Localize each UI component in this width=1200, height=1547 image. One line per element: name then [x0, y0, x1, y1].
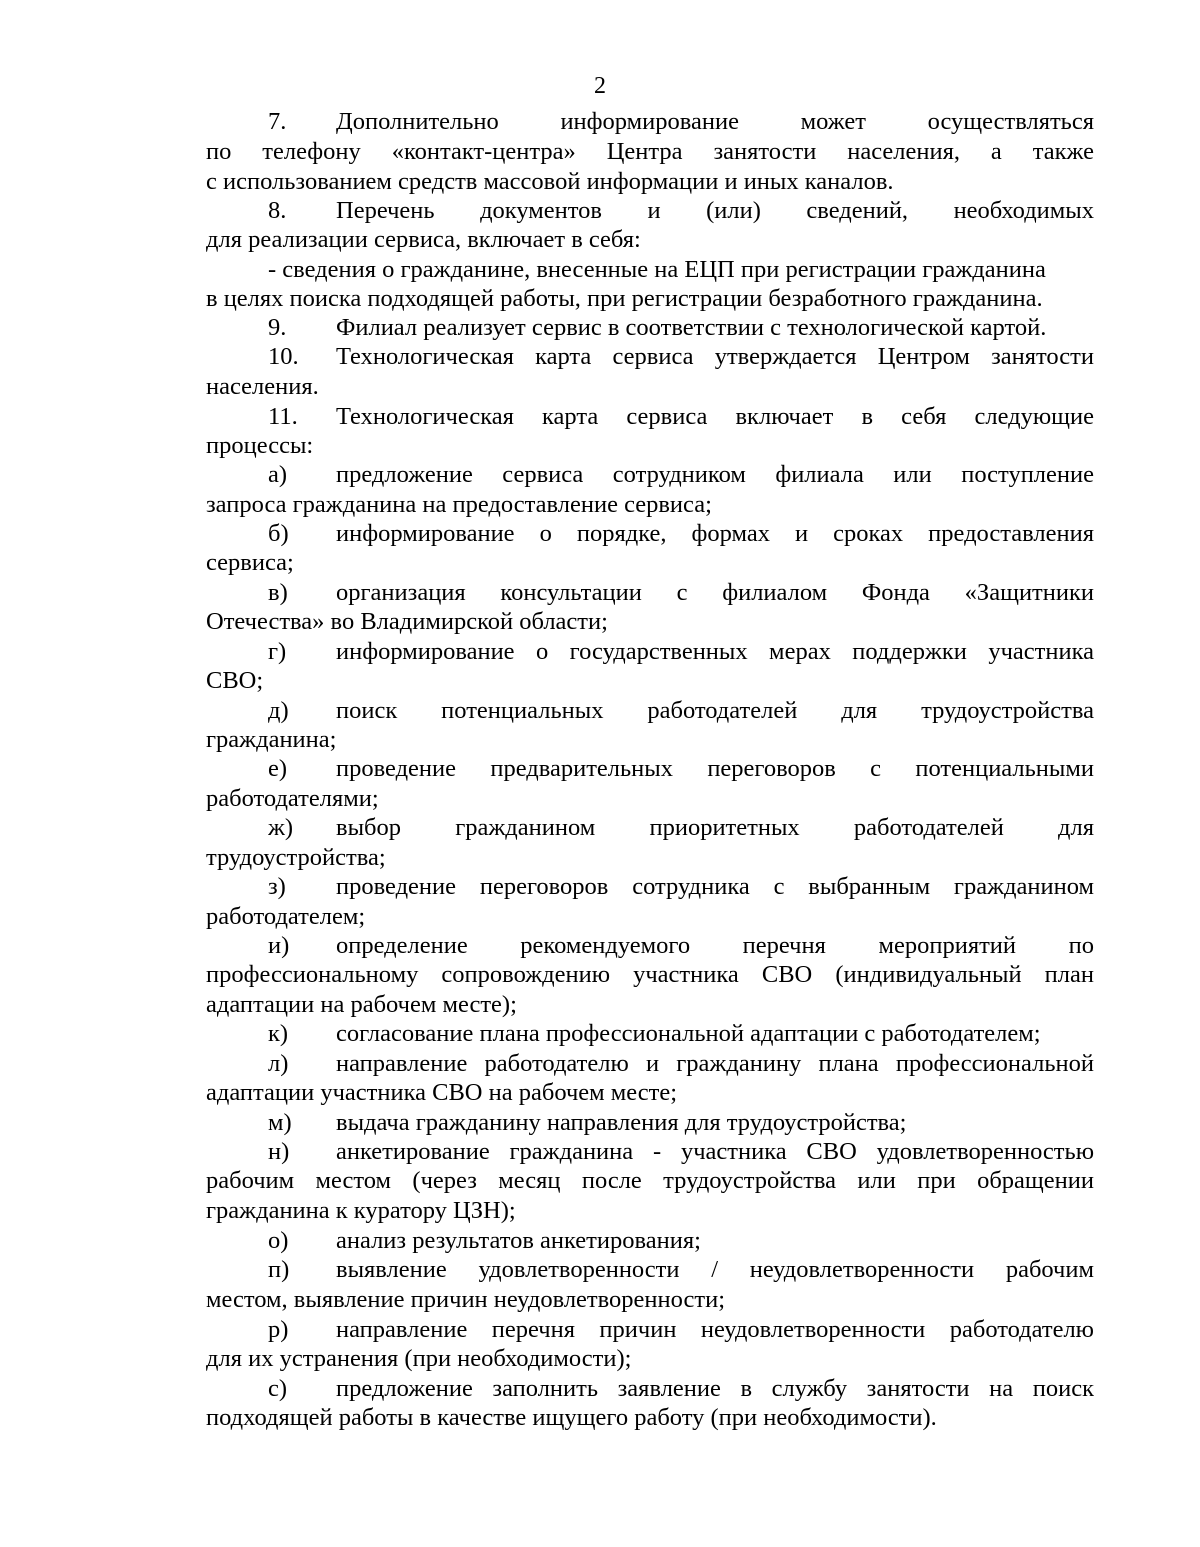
item-label: м) — [268, 1109, 292, 1136]
paragraph-line: процессы: — [206, 432, 314, 459]
paragraph-line — [268, 313, 1094, 343]
line-text: анализ результатов анкетирования; — [336, 1227, 701, 1254]
line-text: Технологическая карта сервиса утверждается Центром занятости — [336, 343, 1094, 370]
page-number: 2 — [594, 73, 606, 99]
paragraph-line — [268, 1315, 1094, 1345]
paragraph-line: запроса гражданина на предоставление сервиса; — [206, 491, 712, 518]
paragraph-line: с использованием средств массовой информации и иных каналов. — [206, 168, 894, 195]
paragraph-line — [268, 813, 1094, 843]
item-label: ж) — [268, 814, 294, 841]
paragraph-line — [268, 578, 1094, 608]
paragraph-line: работодателем; — [206, 903, 366, 930]
item-label: и) — [268, 932, 290, 959]
paragraph-line — [268, 460, 1094, 490]
line-text: Перечень документов и (или) сведений, необходимых — [336, 197, 1094, 224]
item-label: а) — [268, 461, 288, 488]
paragraph-line — [268, 1226, 1094, 1256]
paragraph-line: гражданина к куратору ЦЗН); — [206, 1197, 516, 1224]
line-text: предложение заполнить заявление в службу занятости на поиск — [336, 1375, 1094, 1402]
paragraph-line: Отечества» во Владимирской области; — [206, 608, 608, 635]
line-text: направление перечня причин неудовлетворенности работодателю — [336, 1316, 1094, 1343]
paragraph-line — [268, 1019, 1094, 1049]
line-text: предложение сервиса сотрудником филиала или поступление — [336, 461, 1094, 488]
item-label: 8. — [268, 197, 287, 224]
line-text: выявление удовлетворенности / неудовлетворенности рабочим — [336, 1256, 1094, 1283]
paragraph-line — [268, 1137, 1094, 1167]
item-label: 11. — [268, 403, 298, 430]
paragraph-line: сервиса; — [206, 549, 294, 576]
line-text: анкетирование гражданина - участника СВО удовлетворенностью — [336, 1138, 1094, 1165]
paragraph-line — [268, 196, 1094, 226]
paragraph-line: в целях поиска подходящей работы, при регистрации безработного гражданина. — [206, 285, 1043, 312]
paragraph-line — [268, 696, 1094, 726]
line-text: Дополнительно информирование может осуществляться — [336, 108, 1094, 135]
paragraph-line: адаптации участника СВО на рабочем месте; — [206, 1079, 678, 1106]
paragraph-line — [268, 519, 1094, 549]
item-label: л) — [268, 1050, 289, 1077]
item-label: е) — [268, 755, 288, 782]
item-label: о) — [268, 1227, 289, 1254]
paragraph-line: населения. — [206, 373, 319, 400]
item-label: с) — [268, 1375, 288, 1402]
paragraph-line — [268, 342, 1094, 372]
paragraph-line: подходящей работы в качестве ищущего работу (при необходимости). — [206, 1404, 937, 1431]
paragraph-line — [268, 931, 1094, 961]
item-label: 7. — [268, 108, 287, 135]
paragraph-line: по телефону «контакт-центра» Центра занятости населения, а также — [206, 138, 1094, 165]
line-text: определение рекомендуемого перечня мероприятий по — [336, 932, 1094, 959]
line-text: направление работодателю и гражданину плана профессиональной — [336, 1050, 1094, 1077]
paragraph-line: СВО; — [206, 667, 264, 694]
paragraph-line — [268, 1374, 1094, 1404]
item-label: д) — [268, 697, 289, 724]
line-text: Филиал реализует сервис в соответствии с технологической картой. — [336, 314, 1047, 341]
paragraph-line — [268, 872, 1094, 902]
line-text: информирование о государственных мерах поддержки участника — [336, 638, 1094, 665]
item-label: г) — [268, 638, 287, 665]
line-text: информирование о порядке, формах и сроках предоставления — [336, 520, 1094, 547]
line-text: согласование плана профессиональной адаптации с работодателем; — [336, 1020, 1041, 1047]
line-text: выдача гражданину направления для трудоустройства; — [336, 1109, 907, 1136]
item-label: п) — [268, 1256, 290, 1283]
paragraph-line — [268, 637, 1094, 667]
paragraph-line: для их устранения (при необходимости); — [206, 1345, 632, 1372]
item-label: к) — [268, 1020, 289, 1047]
paragraph-line — [268, 1108, 1094, 1138]
item-label: р) — [268, 1316, 289, 1343]
line-text: организация консультации с филиалом Фонда «Защитники — [336, 579, 1094, 606]
item-label: б) — [268, 520, 289, 547]
paragraph-line — [268, 107, 1094, 137]
paragraph-line: трудоустройства; — [206, 844, 386, 871]
line-text: проведение переговоров сотрудника с выбранным гражданином — [336, 873, 1094, 900]
paragraph-line — [268, 1255, 1094, 1285]
item-label: 10. — [268, 343, 299, 370]
line-text: выбор гражданином приоритетных работодателей для — [336, 814, 1094, 841]
item-label: в) — [268, 579, 288, 606]
paragraph-line — [268, 1049, 1094, 1079]
paragraph-line: профессиональному сопровождению участника СВО (индивидуальный план — [206, 961, 1094, 988]
paragraph-line: для реализации сервиса, включает в себя: — [206, 226, 641, 253]
paragraph-line: адаптации на рабочем месте); — [206, 991, 517, 1018]
line-text: поиск потенциальных работодателей для трудоустройства — [336, 697, 1094, 724]
paragraph-line: - сведения о гражданине, внесенные на ЕЦП при регистрации гражданина — [268, 256, 1046, 283]
item-label: н) — [268, 1138, 290, 1165]
paragraph-line — [268, 402, 1094, 432]
line-text: проведение предварительных переговоров с потенциальными — [336, 755, 1094, 782]
item-label: 9. — [268, 314, 287, 341]
paragraph-line: местом, выявление причин неудовлетворенности; — [206, 1286, 725, 1313]
paragraph-line: рабочим местом (через месяц после трудоустройства или при обращении — [206, 1167, 1094, 1194]
item-label: з) — [268, 873, 286, 900]
line-text: Технологическая карта сервиса включает в себя следующие — [336, 403, 1094, 430]
paragraph-line — [268, 754, 1094, 784]
paragraph-line: работодателями; — [206, 785, 379, 812]
paragraph-line: гражданина; — [206, 726, 337, 753]
